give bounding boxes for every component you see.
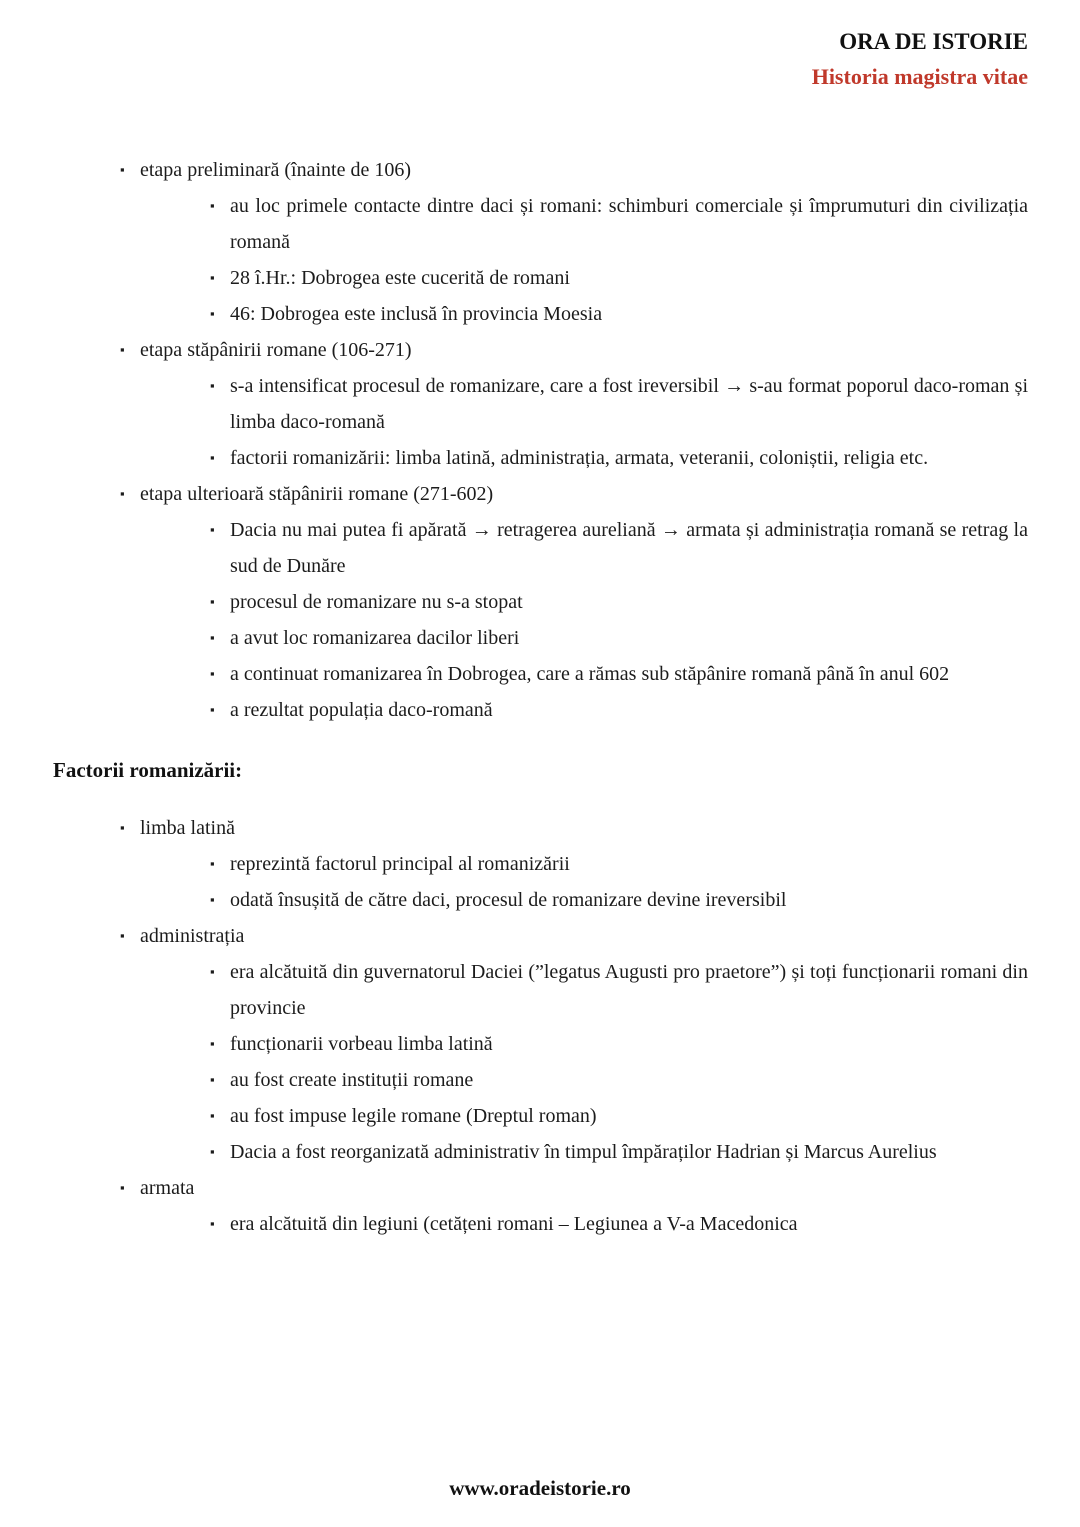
square-bullet-icon: ▪ — [120, 1180, 125, 1196]
square-bullet-icon: ▪ — [210, 701, 215, 717]
list-item-level-2 — [53, 296, 1028, 332]
square-bullet-icon: ▪ — [210, 1216, 215, 1232]
list-item-level-2 — [53, 692, 1028, 728]
list-item-level-1 — [53, 476, 1028, 512]
romanization-factors-list — [53, 810, 1028, 1242]
list-item-level-2 — [53, 1062, 1028, 1098]
list-item-text: etapa stăpânirii romane (106-271) — [140, 338, 412, 361]
list-item-level-2 — [53, 1098, 1028, 1134]
footer-website-text: www.oradeistorie.ro — [449, 1476, 631, 1500]
square-bullet-icon: ▪ — [210, 593, 215, 609]
document-subtitle: Historia magistra vitae — [811, 63, 1028, 89]
list-item-level-2 — [53, 656, 1028, 692]
document-footer — [0, 1476, 1080, 1501]
square-bullet-icon: ▪ — [210, 197, 215, 213]
list-item-level-1 — [53, 1170, 1028, 1206]
square-bullet-icon: ▪ — [210, 665, 215, 681]
list-item-text: procesul de romanizare nu s-a stopat — [230, 590, 523, 613]
square-bullet-icon: ▪ — [210, 377, 215, 393]
list-item-text: etapa ulterioară stăpânirii romane (271-602) — [140, 482, 494, 505]
list-item-text: reprezintă factorul principal al romanizării — [230, 853, 570, 876]
square-bullet-icon: ▪ — [120, 485, 125, 501]
list-item-text: era alcătuită din guvernatorul Daciei (”legatus Augusti pro praetore”) și toți funcționarii romani din provincie — [230, 961, 1028, 1020]
square-bullet-icon: ▪ — [210, 1036, 215, 1052]
list-item-level-2 — [53, 1206, 1028, 1242]
list-item-text: a rezultat populația daco-romană — [230, 698, 493, 721]
list-item-level-2 — [53, 368, 1028, 440]
list-item-text: au fost create instituții romane — [230, 1069, 474, 1092]
list-item-text: armata — [140, 1177, 195, 1200]
list-item-text: a continuat romanizarea în Dobrogea, care a rămas sub stăpânire romană până în anul 602 — [230, 662, 950, 685]
square-bullet-icon: ▪ — [210, 1072, 215, 1088]
list-item-text: limba latină — [140, 817, 235, 840]
list-item-level-2 — [53, 584, 1028, 620]
square-bullet-icon: ▪ — [210, 521, 215, 537]
list-item-level-2 — [53, 954, 1028, 1026]
square-bullet-icon: ▪ — [210, 1144, 215, 1160]
square-bullet-icon: ▪ — [120, 341, 125, 357]
square-bullet-icon: ▪ — [210, 964, 215, 980]
list-item-level-1 — [53, 332, 1028, 368]
list-item-text: factorii romanizării: limba latină, administrația, armata, veteranii, coloniștii, religia etc. — [230, 446, 929, 469]
list-item-level-1 — [53, 810, 1028, 846]
list-item-text: era alcătuită din legiuni (cetățeni romani – Legiunea a V-a Macedonica — [230, 1213, 798, 1236]
document-header — [53, 28, 1028, 90]
list-item-level-2 — [53, 188, 1028, 260]
square-bullet-icon: ▪ — [210, 1108, 215, 1124]
list-item-level-2 — [53, 260, 1028, 296]
list-item-level-2 — [53, 1134, 1028, 1170]
square-bullet-icon: ▪ — [210, 892, 215, 908]
list-item-level-2 — [53, 620, 1028, 656]
list-item-text: 46: Dobrogea este inclusă în provincia Moesia — [230, 302, 603, 325]
list-item-level-2 — [53, 846, 1028, 882]
list-item-level-2 — [53, 882, 1028, 918]
list-item-level-1 — [53, 152, 1028, 188]
square-bullet-icon: ▪ — [120, 928, 125, 944]
list-item-text: etapa preliminară (înainte de 106) — [140, 158, 411, 181]
list-item-text: au fost impuse legile romane (Dreptul roman) — [230, 1105, 597, 1128]
document-body — [53, 152, 1028, 1242]
square-bullet-icon: ▪ — [210, 856, 215, 872]
list-item-level-2 — [53, 1026, 1028, 1062]
list-item-text: 28 î.Hr.: Dobrogea este cucerită de romani — [230, 266, 570, 289]
square-bullet-icon: ▪ — [210, 269, 215, 285]
document-title: ORA DE ISTORIE — [839, 29, 1028, 54]
square-bullet-icon: ▪ — [120, 161, 125, 177]
list-item-text: odată însușită de către daci, procesul de romanizare devine ireversibil — [230, 889, 787, 912]
list-item-text: au loc primele contacte dintre daci și romani: schimburi comerciale și împrumuturi din civilizația romană — [230, 194, 1028, 253]
list-item-level-1 — [53, 918, 1028, 954]
list-item-level-2 — [53, 512, 1028, 584]
list-item-text: Dacia a fost reorganizată administrativ în timpul împăraților Hadrian și Marcus Aurelius — [230, 1141, 937, 1164]
square-bullet-icon: ▪ — [120, 820, 125, 836]
list-item-text: s-a intensificat procesul de romanizare, care a fost ireversibil → s-au format poporul daco-roman și limba daco-romană — [230, 374, 1028, 433]
section-heading-factors: Factorii romanizării: — [53, 757, 243, 782]
list-item-level-2 — [53, 440, 1028, 476]
square-bullet-icon: ▪ — [210, 305, 215, 321]
list-item-text: administrația — [140, 925, 245, 948]
list-item-text: a avut loc romanizarea dacilor liberi — [230, 626, 520, 649]
list-item-text: funcționarii vorbeau limba latină — [230, 1033, 493, 1056]
list-item-text: Dacia nu mai putea fi apărată → retragerea aureliană → armata și administrația romană se retrag la sud de Dunăre — [230, 518, 1028, 577]
square-bullet-icon: ▪ — [210, 629, 215, 645]
square-bullet-icon: ▪ — [210, 449, 215, 465]
romanization-stages-list — [53, 152, 1028, 728]
